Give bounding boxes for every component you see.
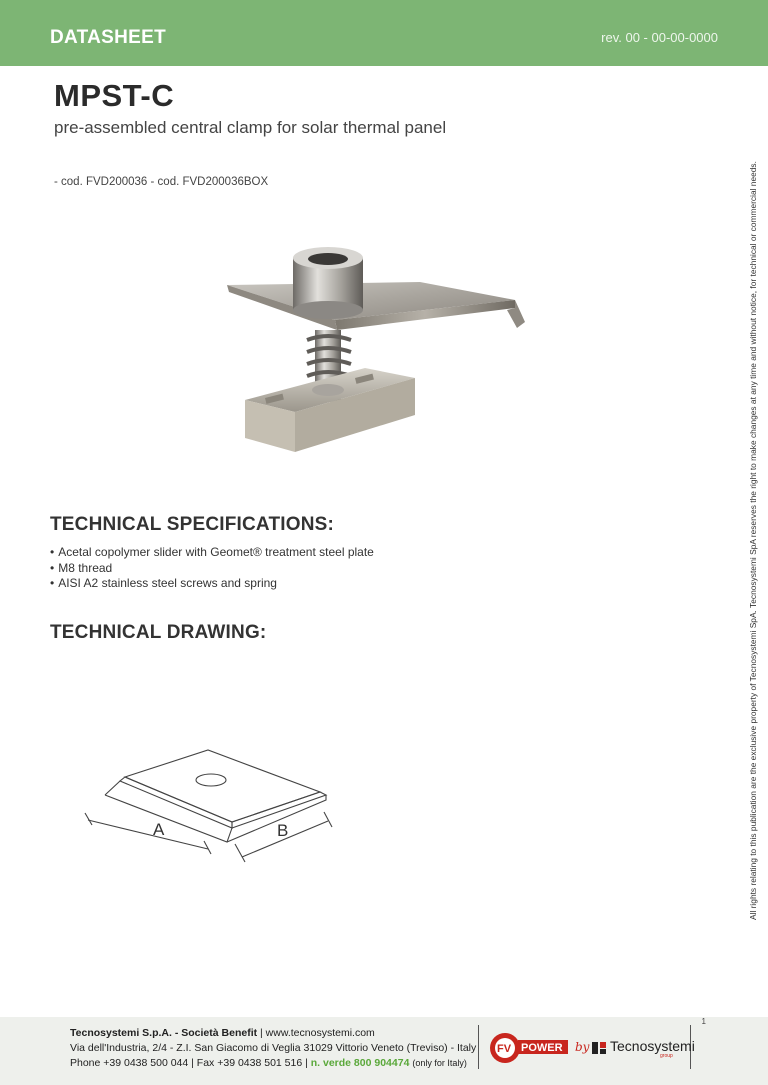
rights-notice (748, 161, 758, 925)
toll-free-number: n. verde 800 904474 (310, 1057, 410, 1069)
product-name: MPST-C (54, 78, 175, 113)
tecnosystemi-name: Tecnosystemi (610, 1038, 695, 1054)
rights-notice-text: All rights relating to this publication are the exclusive property of Tecnosystemi SpA. Tecnosystemi SpA reserves the right to make changes at any time and without notice, for technical or commercial needs. (748, 161, 758, 920)
footer-contact (70, 1026, 476, 1071)
header-bar (0, 0, 768, 66)
specs-heading: TECHNICAL SPECIFICATIONS: (50, 514, 335, 535)
list-item: • Acetal copolymer slider with Geomet® treatment steel plate (50, 545, 374, 561)
product-codes: - cod. FVD200036 - cod. FVD200036BOX (54, 176, 269, 188)
specs-list (50, 545, 374, 592)
list-item: • AISI A2 stainless steel screws and spring (50, 576, 374, 592)
fv-power-logo (488, 1030, 573, 1066)
technical-drawing (80, 740, 335, 870)
list-item: • M8 thread (50, 561, 374, 577)
product-subtitle: pre-assembled central clamp for solar thermal panel (54, 118, 447, 137)
tecnosystemi-logo (592, 1038, 695, 1062)
website-link[interactable]: | www.tecnosystemi.com (260, 1027, 375, 1039)
tecnosystemi-mark-icon (592, 1042, 606, 1054)
product-photo (215, 240, 540, 460)
document-type-title: DATASHEET (50, 27, 166, 48)
phone-line: Phone +39 0438 500 044 | Fax +39 0438 501 516 | (70, 1057, 311, 1069)
drawing-heading: TECHNICAL DRAWING: (50, 622, 267, 643)
address-line: Via dell'Industria, 2/4 - Z.I. San Giacomo di Veglia 31029 Vittorio Veneto (Treviso) - Italy (70, 1042, 477, 1054)
by-label: by (575, 1040, 590, 1054)
dimension-b-label: B (277, 821, 289, 840)
company-name: Tecnosystemi S.p.A. - Società Benefit (70, 1027, 258, 1039)
power-logo-text: POWER (521, 1042, 563, 1054)
revision-label: rev. 00 - 00-00-0000 (601, 30, 718, 45)
footer-divider (478, 1025, 479, 1069)
fv-logo-text: FV (497, 1043, 512, 1055)
dimension-a-label: A (153, 820, 165, 839)
page-number: 1 (701, 1017, 706, 1026)
toll-free-note: (only for Italy) (412, 1058, 467, 1068)
group-label: group (660, 1053, 673, 1059)
